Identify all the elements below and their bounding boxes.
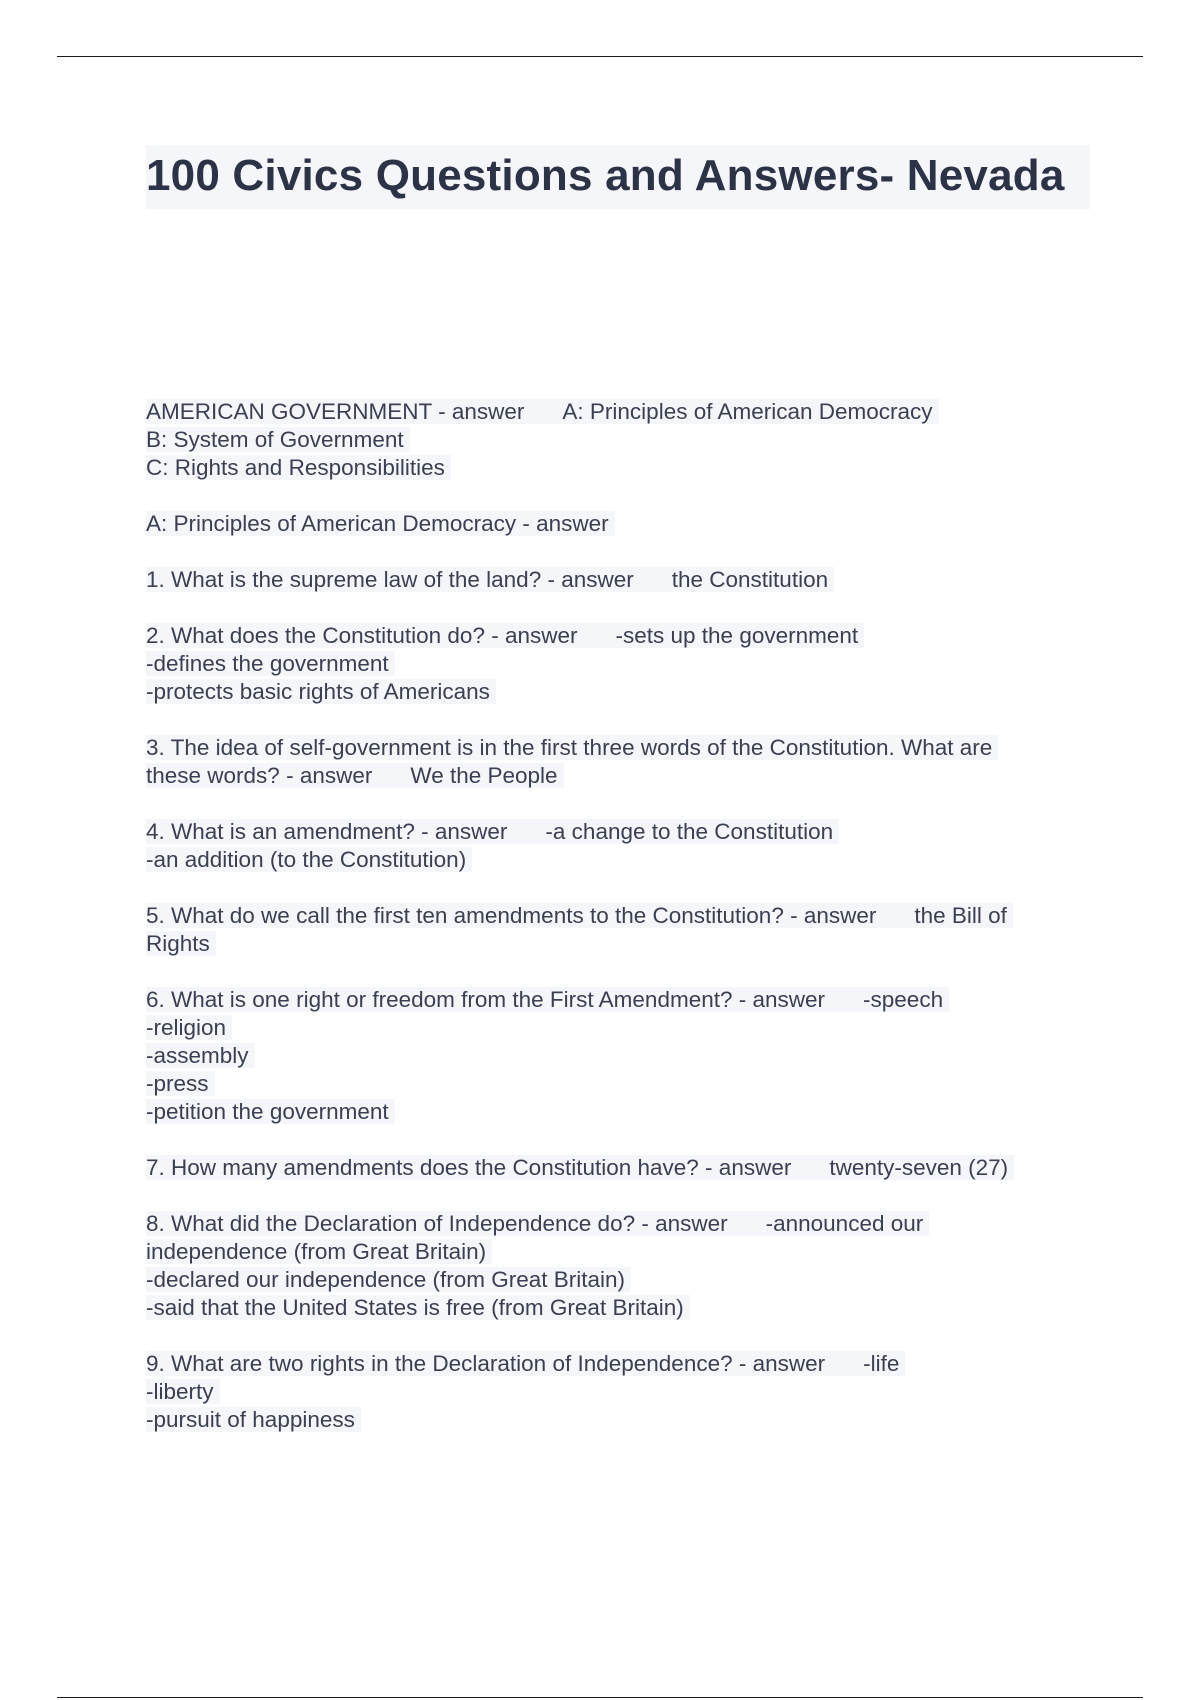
- answer-text: -liberty: [146, 1379, 220, 1404]
- document-body: [146, 398, 1106, 1462]
- answer-text: -press: [146, 1071, 215, 1096]
- intro-line: C: Rights and Responsibilities: [146, 455, 451, 480]
- intro-block: [146, 398, 1106, 482]
- intro-line: A: Principles of American Democracy: [562, 399, 933, 424]
- qa-item: [146, 986, 1106, 1126]
- question-text: these words? - answer: [146, 763, 373, 788]
- answer-text: -speech: [863, 987, 944, 1012]
- answer-text: the Constitution: [671, 567, 829, 592]
- intro-label: AMERICAN GOVERNMENT - answer: [146, 399, 525, 424]
- question-text: 3. The idea of self-government is in the first three words of the Constitution. What are: [146, 735, 998, 760]
- question-text: 4. What is an amendment? - answer: [146, 819, 508, 844]
- answer-text: -protects basic rights of Americans: [146, 679, 496, 704]
- answer-text: -assembly: [146, 1043, 255, 1068]
- answer-text: independence (from Great Britain): [146, 1239, 492, 1264]
- question-text: 6. What is one right or freedom from the First Amendment? - answer: [146, 987, 826, 1012]
- question-text: 2. What does the Constitution do? - answer: [146, 623, 578, 648]
- answer-text: the Bill of: [914, 903, 1007, 928]
- answer-text: -a change to the Constitution: [545, 819, 834, 844]
- answer-text: -defines the government: [146, 651, 395, 676]
- answer-text: -life: [863, 1351, 900, 1376]
- intro-line: B: System of Government: [146, 427, 410, 452]
- answer-text: -petition the government: [146, 1099, 395, 1124]
- answer-text: -sets up the government: [615, 623, 859, 648]
- top-rule: [57, 56, 1143, 57]
- question-text: 9. What are two rights in the Declaration of Independence? - answer: [146, 1351, 826, 1376]
- title-box: [146, 145, 1090, 209]
- qa-item: [146, 734, 1106, 790]
- answer-text: We the People: [410, 763, 558, 788]
- bottom-rule: [57, 1697, 1143, 1698]
- question-text: 1. What is the supreme law of the land? - answer: [146, 567, 634, 592]
- question-text: 8. What did the Declaration of Independence do? - answer: [146, 1211, 728, 1236]
- qa-item: [146, 566, 1106, 594]
- qa-item: [146, 1210, 1106, 1322]
- answer-text: -religion: [146, 1015, 232, 1040]
- page-title: 100 Civics Questions and Answers- Nevada: [146, 151, 1065, 200]
- answer-text: -announced our: [765, 1211, 924, 1236]
- answer-text: -said that the United States is free (from Great Britain): [146, 1295, 690, 1320]
- answer-text: -pursuit of happiness: [146, 1407, 361, 1432]
- qa-item: [146, 622, 1106, 706]
- qa-item: [146, 902, 1106, 958]
- answer-text: -declared our independence (from Great Britain): [146, 1267, 631, 1292]
- answer-text: Rights: [146, 931, 216, 956]
- section-heading: A: Principles of American Democracy - answer: [146, 511, 615, 536]
- question-text: 7. How many amendments does the Constitution have? - answer: [146, 1155, 792, 1180]
- qa-item: [146, 818, 1106, 874]
- question-text: 5. What do we call the first ten amendments to the Constitution? - answer: [146, 903, 877, 928]
- answer-text: twenty-seven (27): [829, 1155, 1009, 1180]
- qa-item: [146, 1154, 1106, 1182]
- answer-text: -an addition (to the Constitution): [146, 847, 472, 872]
- qa-item: [146, 1350, 1106, 1434]
- section-heading-block: [146, 510, 1106, 538]
